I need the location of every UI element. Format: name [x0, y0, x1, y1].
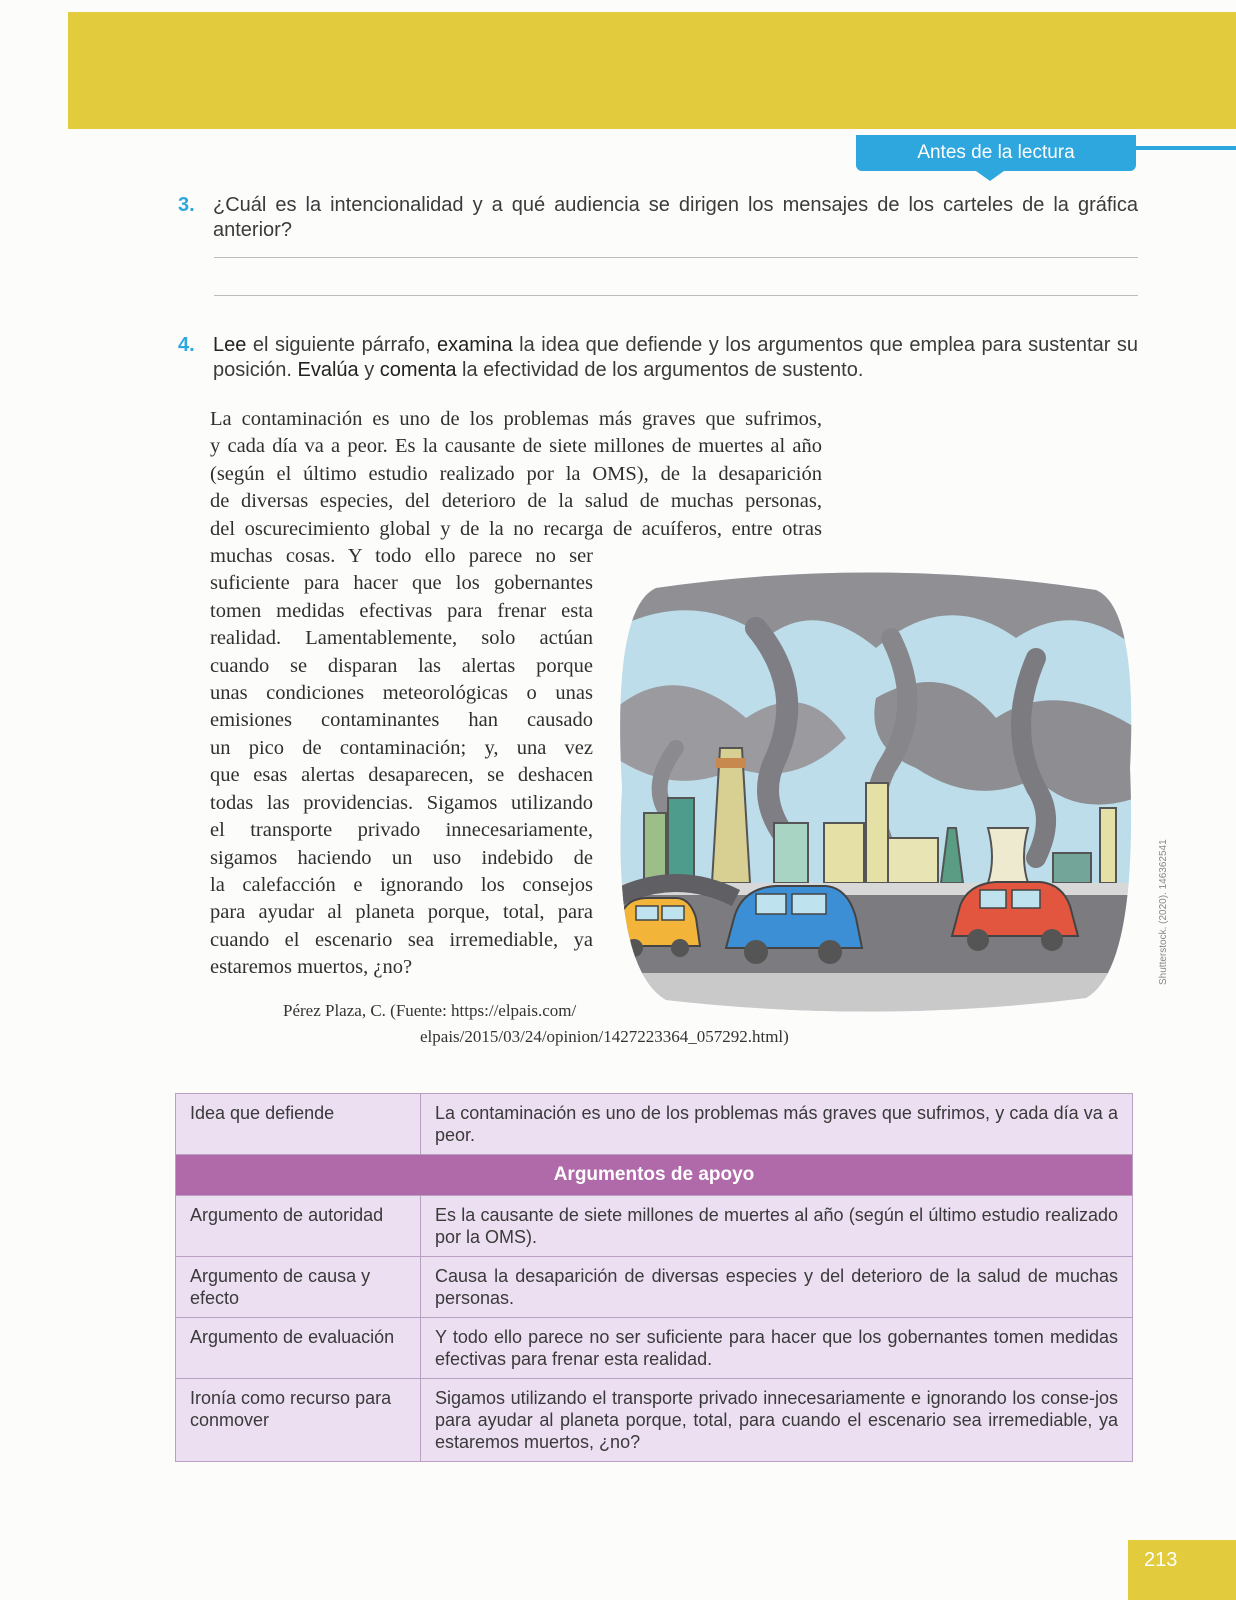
answer-line[interactable] [214, 295, 1138, 296]
source-citation-line-2: elpais/2015/03/24/opinion/1427223364_057292.html) [420, 1027, 789, 1046]
passage-line: estaremos muertos, ¿no? [210, 956, 413, 979]
passage-line: la calefacción e ignorando los consejos [210, 873, 593, 896]
passage-line: que esas alertas desaparecen, se deshacen [210, 764, 593, 787]
row-label: Argumento de evaluación [176, 1318, 421, 1379]
passage-line: emisiones contaminantes han causado [210, 709, 593, 732]
row-value: La contaminación es uno de los problemas más graves que sufrimos, y cada día va a peor. [421, 1094, 1133, 1155]
question-text: ¿Cuál es la intencionalidad y a qué audiencia se dirigen los mensajes de los carteles de la gráfica anterior? [213, 194, 1138, 241]
table-header: Argumentos de apoyo [176, 1155, 1133, 1196]
passage-line: del oscurecimiento global y de la no recarga de acuíferos, entre otras [210, 517, 822, 540]
passage-line: un pico de contaminación; y, una vez [210, 736, 593, 759]
passage-line: sigamos haciendo un uso indebido de [210, 846, 593, 869]
image-credit: Shutterstock. (2020). 146362541 [1158, 839, 1169, 985]
row-value: Es la causante de siete millones de muertes al año (según el último estudio realizado por la OMS). [421, 1196, 1133, 1257]
passage-line: La contaminación es uno de los problemas más graves que sufrimos, [210, 408, 822, 430]
row-value: Sigamos utilizando el transporte privado innecesariamente e ignorando los conse-jos para ayudar al planeta porque, total, para cuando el escenario sea irremediable, ya estaremos muertos, ¿no? [421, 1379, 1133, 1462]
row-label: Idea que defiende [176, 1094, 421, 1155]
keyword-evalua: Evalúa [297, 359, 359, 381]
header-band [68, 12, 1236, 129]
passage-line: cuando el escenario sea irremediable, ya [210, 928, 593, 951]
arguments-table [175, 1093, 1133, 1462]
passage-line: todas las providencias. Sigamos utilizando [210, 791, 593, 814]
passage-line: de diversas especies, del deterioro de la salud de muchas personas, [210, 490, 822, 513]
passage-line: (según el último estudio realizado por la OMS), de la desaparición [210, 462, 822, 485]
row-label: Argumento de autoridad [176, 1196, 421, 1257]
row-value: Causa la desaparición de diversas especies y del deterioro de la salud de muchas personas. [421, 1257, 1133, 1318]
page-number: 213 [1128, 1540, 1236, 1600]
table-row [176, 1318, 1133, 1379]
passage-line: tomen medidas efectivas para frenar esta [210, 599, 593, 622]
passage-line: suficiente para hacer que los gobernantes [210, 572, 593, 595]
passage-line: muchas cosas. Y todo ello parece no ser [210, 545, 593, 568]
table-row [176, 1257, 1133, 1318]
table-row [176, 1094, 1133, 1155]
passage-line: y cada día va a peor. Es la causante de siete millones de muertes al año [210, 435, 822, 458]
table-header-row [176, 1155, 1133, 1196]
table-row [176, 1196, 1133, 1257]
keyword-examina: examina [437, 334, 513, 356]
keyword-comenta: comenta [379, 359, 457, 381]
passage-line: realidad. Lamentablemente, solo actúan [210, 627, 593, 650]
row-label: Ironía como recurso para conmover [176, 1379, 421, 1462]
row-label: Argumento de causa y efecto [176, 1257, 421, 1318]
row-value: Y todo ello parece no ser suficiente para hacer que los gobernantes tomen medidas efectivas para frenar esta realidad. [421, 1318, 1133, 1379]
passage-line: unas condiciones meteorológicas o unas [210, 682, 593, 705]
pollution-illustration [616, 568, 1136, 1016]
question-4 [178, 333, 1138, 385]
answer-line[interactable] [214, 257, 1138, 258]
passage-line: para ayudar al planeta porque, total, para [210, 901, 593, 924]
question-number: 3. [178, 194, 195, 216]
source-citation-line-1: Pérez Plaza, C. (Fuente: https://elpais.com/ [283, 1001, 577, 1020]
passage-line: el transporte privado innecesariamente, [210, 819, 593, 842]
section-tab-rule [1128, 146, 1236, 150]
question-text: Lee el siguiente párrafo, examina la idea que defiende y los argumentos que emplea para sustentar su posición. Evalúa y comenta la efectividad de los argumentos de sustento. [213, 334, 1138, 381]
passage-line: cuando se disparan las alertas porque [210, 654, 593, 677]
keyword-lee: Lee [213, 334, 247, 356]
question-number: 4. [178, 334, 195, 356]
section-tab: Antes de la lectura [856, 135, 1136, 171]
table-row [176, 1379, 1133, 1462]
